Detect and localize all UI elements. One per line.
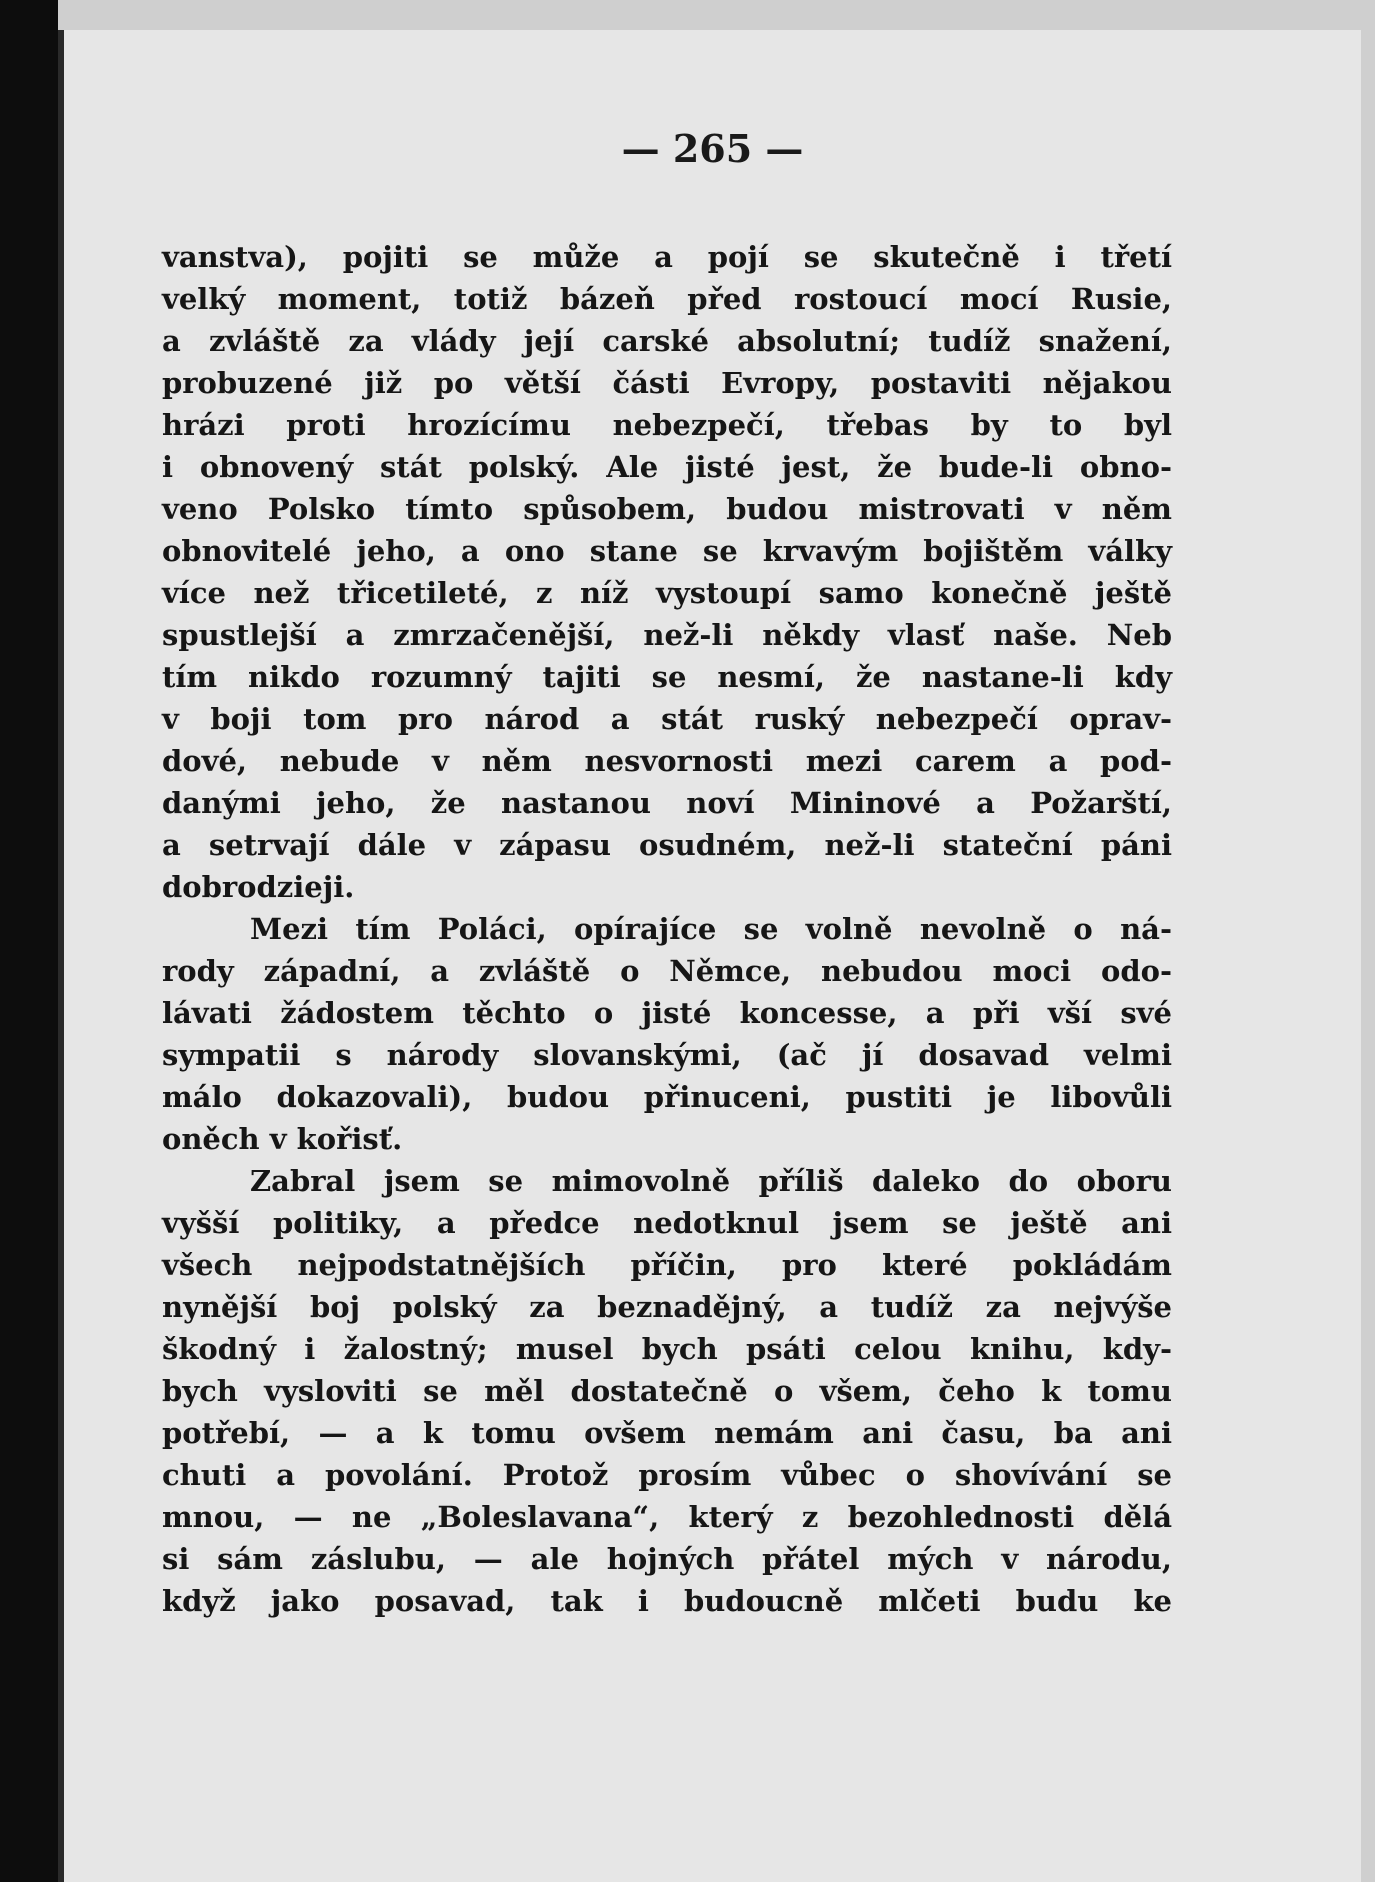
text-line: dobrodzieji.	[162, 870, 355, 904]
text-line: nynější boj polský za beznadějný, a tudíž za nejvýše	[162, 1290, 1172, 1324]
body-text	[162, 236, 1172, 1622]
book-page	[58, 30, 1361, 1882]
text-line: bych vysloviti se měl dostatečně o všem, čeho k tomu	[162, 1374, 1172, 1408]
text-line: sympatii s národy slovanskými, (ač jí dosavad velmi	[162, 1038, 1172, 1072]
text-line: dové, nebude v něm nesvornosti mezi carem a pod-	[162, 744, 1172, 778]
text-line: oněch v kořisť.	[162, 1122, 403, 1156]
text-line: rody západní, a zvláště o Němce, nebudou moci odo-	[162, 954, 1172, 988]
text-line: když jako posavad, tak i budoucně mlčeti budu ke	[162, 1584, 1172, 1618]
text-line: více než třicetileté, z níž vystoupí samo konečně ještě	[162, 576, 1172, 610]
text-line: mnou, — ne „Boleslavana“, který z bezohlednosti dělá	[162, 1500, 1172, 1534]
text-line: lávati žádostem těchto o jisté koncesse, a při vší své	[162, 996, 1172, 1030]
text-line: Zabral jsem se mimovolně příliš daleko do oboru	[250, 1164, 1172, 1198]
text-line: škodný i žalostný; musel bych psáti celou knihu, kdy-	[162, 1332, 1172, 1366]
binding-edge	[0, 0, 58, 1882]
page-number: — 265 —	[621, 126, 804, 171]
text-line: a zvláště za vlády její carské absolutní; tudíž snažení,	[162, 324, 1172, 358]
text-line: danými jeho, že nastanou noví Mininové a Požarští,	[162, 786, 1172, 820]
text-line: obnovitelé jeho, a ono stane se krvavým bojištěm války	[162, 534, 1172, 568]
text-line: velký moment, totiž bázeň před rostoucí mocí Rusie,	[162, 282, 1172, 316]
text-line: veno Polsko tímto spůsobem, budou mistrovati v něm	[162, 492, 1172, 526]
text-line: potřebí, — a k tomu ovšem nemám ani času, ba ani	[162, 1416, 1172, 1450]
text-line: a setrvají dále v zápasu osudném, než-li stateční páni	[162, 828, 1172, 862]
text-line: chuti a povolání. Protož prosím vůbec o shovívání se	[162, 1458, 1172, 1492]
text-line: spustlejší a zmrzačenější, než-li někdy vlasť naše. Neb	[162, 618, 1172, 652]
text-line: všech nejpodstatnějších příčin, pro které pokládám	[162, 1248, 1172, 1282]
text-line: i obnovený stát polský. Ale jisté jest, že bude-li obno-	[162, 450, 1172, 484]
text-line: probuzené již po větší části Evropy, postaviti nějakou	[162, 366, 1172, 400]
text-line: si sám záslubu, — ale hojných přátel mých v národu,	[162, 1542, 1172, 1576]
text-line: v boji tom pro národ a stát ruský nebezpečí oprav-	[162, 702, 1172, 736]
text-line: vanstva), pojiti se může a pojí se skutečně i třetí	[162, 240, 1172, 274]
text-line: málo dokazovali), budou přinuceni, pustiti je libovůli	[162, 1080, 1172, 1114]
text-line: hrázi proti hrozícímu nebezpečí, třebas by to byl	[162, 408, 1172, 442]
text-line: vyšší politiky, a předce nedotknul jsem se ještě ani	[162, 1206, 1172, 1240]
text-line: tím nikdo rozumný tajiti se nesmí, že nastane-li kdy	[162, 660, 1172, 694]
text-line: Mezi tím Poláci, opírajíce se volně nevolně o ná-	[250, 912, 1172, 946]
